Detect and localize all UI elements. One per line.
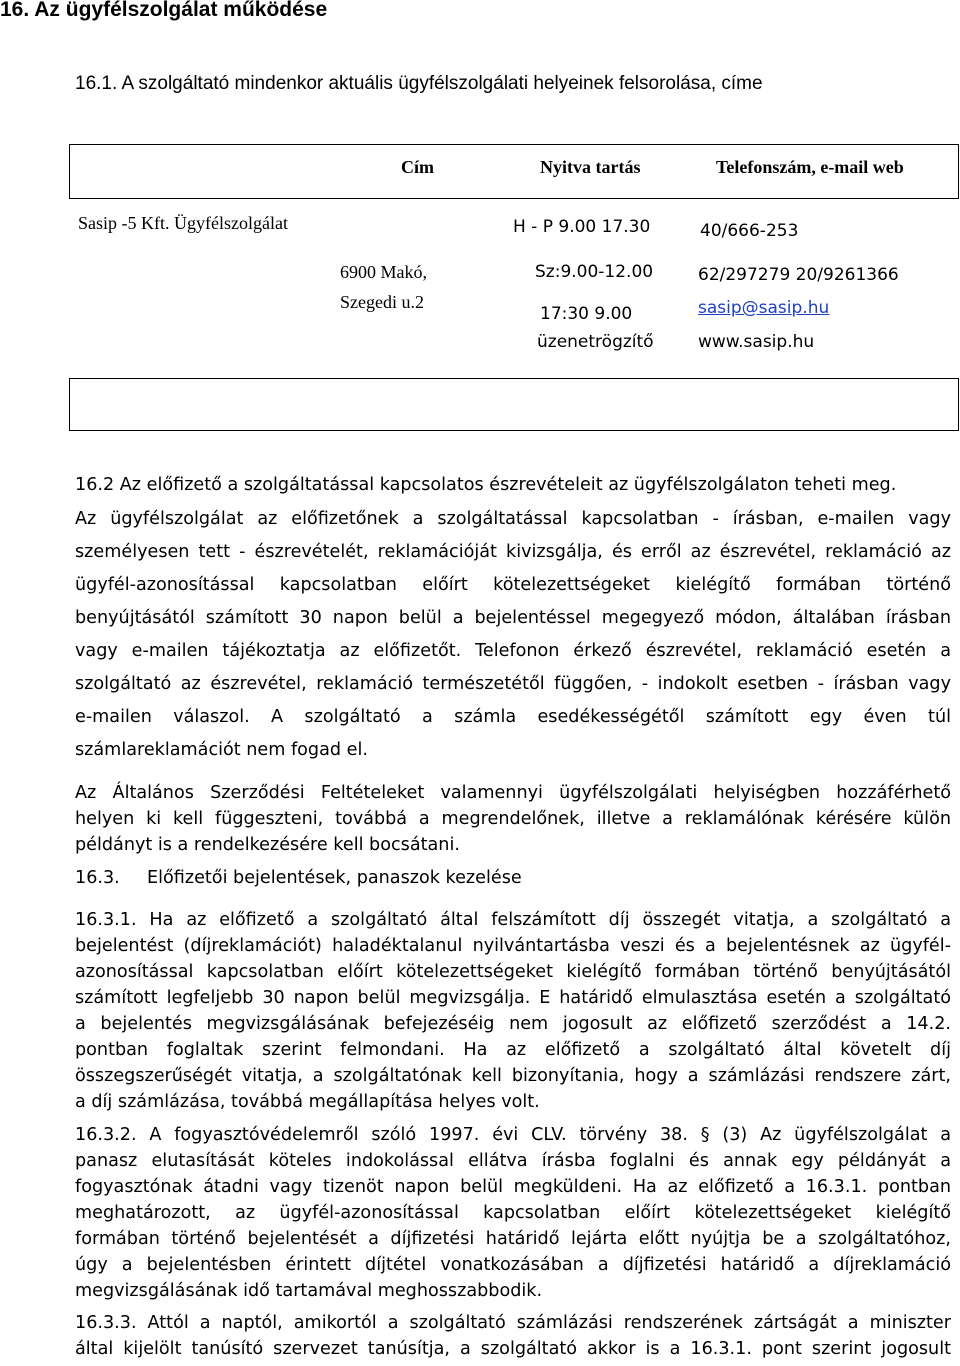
paragraph-line: által kijelölt tanúsító szervezet tanúsítja, a szolgáltató akkor is a 16.3.1. pont szerint jogosult: [75, 1339, 951, 1359]
paragraph-line: 16.3.3. Attól a naptól, amikortól a szolgáltató számlázási rendszerének zártságát a miniszter: [75, 1313, 951, 1333]
paragraph-line: Az Általános Szerződési Feltételeket valamennyi ügyfélszolgálati helyiségben hozzáférhető: [75, 783, 951, 803]
table-header-contact: Telefonszám, e-mail web: [716, 157, 904, 177]
hours-saturday: Sz:9.00-12.00: [535, 262, 654, 282]
paragraph-16-3-1: [75, 907, 951, 1115]
section-16-2-heading: 16.2 Az előfizető a szolgáltatással kapcsolatos észrevételeit az ügyfélszolgálaton teheti meg.: [75, 475, 897, 495]
paragraph-line: fogyasztónak átadni vagy tizenöt napon belül megküldeni. Ha az előfizető a 16.3.1. pontban: [75, 1177, 951, 1197]
section-16-3-number: 16.3.: [75, 868, 120, 888]
paragraph-line: bejelentést (díjreklamációt) haladéktalanul nyilvántartásba veszi és a bejelentésnek az ügyfél-: [75, 936, 951, 956]
phone-number-1: 40/666-253: [700, 221, 799, 241]
address-line-1: 6900 Makó,: [340, 262, 427, 282]
section-subtitle: 16.1. A szolgáltató mindenkor aktuális ügyfélszolgálati helyeinek felsorolása, címe: [75, 73, 763, 94]
paragraph-line: pontban foglaltak szerint felmondani. Ha az előfizető a szolgáltató által követelt díj: [75, 1040, 951, 1060]
paragraph-16-2: [75, 503, 951, 767]
paragraph-line: meghatározott, az ügyfél-azonosítással kapcsolatban előírt kötelezettségeket kielégítő: [75, 1203, 951, 1223]
paragraph-line: Az ügyfélszolgálat az előfizetőnek a szolgáltatással kapcsolatban - írásban, e-mailen vagy: [75, 509, 951, 529]
paragraph-line: számított legfeljebb 30 napon belül megvizsgálja. E határidő elmulasztása esetén a szolgáltató: [75, 988, 951, 1008]
paragraph-line: számlareklamációt nem fogad el.: [75, 740, 368, 760]
paragraph-line: a bejelentés megvizsgálásának befejezéséig nem jogosult az előfizető szerződést a 14.2.: [75, 1014, 951, 1034]
paragraph-line: személyesen tett - észrevételét, reklamációját kivizsgálja, és erről az észrevétel, reklamáció az: [75, 542, 951, 562]
service-point-name: Sasip -5 Kft. Ügyfélszolgálat: [78, 213, 288, 233]
paragraph-line: helyen ki kell függeszteni, továbbá a megrendelőnek, illetve a reklamálónak kérésére külön: [75, 809, 951, 829]
paragraph-line: e-mailen válaszol. A szolgáltató a számla esedékességétől számított egy éven túl: [75, 707, 951, 727]
paragraph-line: megvizsgálásának idő tartamával meghosszabbodik.: [75, 1281, 543, 1301]
section-title: 16. Az ügyfélszolgálat működése: [0, 0, 328, 21]
paragraph-line: szolgáltató az észrevétel, reklamáció természetétől függően, - indokolt esetben - írásban vagy: [75, 674, 951, 694]
table-header-opening-hours: Nyitva tartás: [540, 157, 641, 177]
paragraph-line: formában történő bejelentését a díjfizetési határidő lejárta előtt nyújtja be a szolgáltatóhoz,: [75, 1229, 951, 1249]
address-line-2: Szegedi u.2: [340, 292, 424, 312]
paragraph-16-3-2: [75, 1122, 951, 1304]
hours-weekdays: H - P 9.00 17.30: [513, 217, 651, 237]
paragraph-line: a díj számlázása, továbbá megállapítása helyes volt.: [75, 1092, 540, 1112]
paragraph-16-3-3: [75, 1310, 951, 1362]
paragraph-line: 16.3.2. A fogyasztóvédelemről szóló 1997. évi CLV. törvény 38. § (3) Az ügyfélszolgálat a: [75, 1125, 951, 1145]
table-header-address: Cím: [401, 157, 434, 177]
section-16-3-title: Előfizetői bejelentések, panaszok kezelése: [147, 868, 522, 888]
paragraph-line: példányt is a rendelkezésére kell bocsátani.: [75, 835, 460, 855]
website-text: www.sasip.hu: [698, 332, 815, 352]
paragraph-line: panasz elutasítását köteles indokolással ellátva írásba foglalni és annak egy példányát a: [75, 1151, 951, 1171]
paragraph-line: azonosítással kapcsolatban előírt kötelezettségeket kielégítő formában történő benyújtásától: [75, 962, 951, 982]
paragraph-line: benyújtásától számított 30 napon belül a bejelentéssel megegyező módon, általában írásban: [75, 608, 951, 628]
paragraph-aszf: [75, 780, 951, 858]
hours-answering-machine-label: üzenetrögzítő: [537, 332, 654, 352]
paragraph-line: úgy a bejelentésben érintett díjtétel vonatkozásában a díjfizetési határidő a díjreklamáció: [75, 1255, 951, 1275]
phone-number-2: 62/297279 20/9261366: [698, 265, 899, 285]
paragraph-line: összegszerűségét vitatja, a szolgáltatónak kell bizonyítania, hogy a számlázási rendszere zárt,: [75, 1066, 951, 1086]
paragraph-line: ügyfél-azonosítással kapcsolatban előírt kötelezettségeket kielégítő formában történő: [75, 575, 951, 595]
email-link[interactable]: sasip@sasip.hu: [698, 298, 830, 318]
paragraph-line: 16.3.1. Ha az előfizető a szolgáltató által felszámított díj összegét vitatja, a szolgáltató a: [75, 910, 951, 930]
hours-answering-machine: 17:30 9.00: [540, 304, 633, 324]
paragraph-line: vagy e-mailen tájékoztatja az előfizetőt. Telefonon érkező észrevétel, reklamáció esetén a: [75, 641, 951, 661]
